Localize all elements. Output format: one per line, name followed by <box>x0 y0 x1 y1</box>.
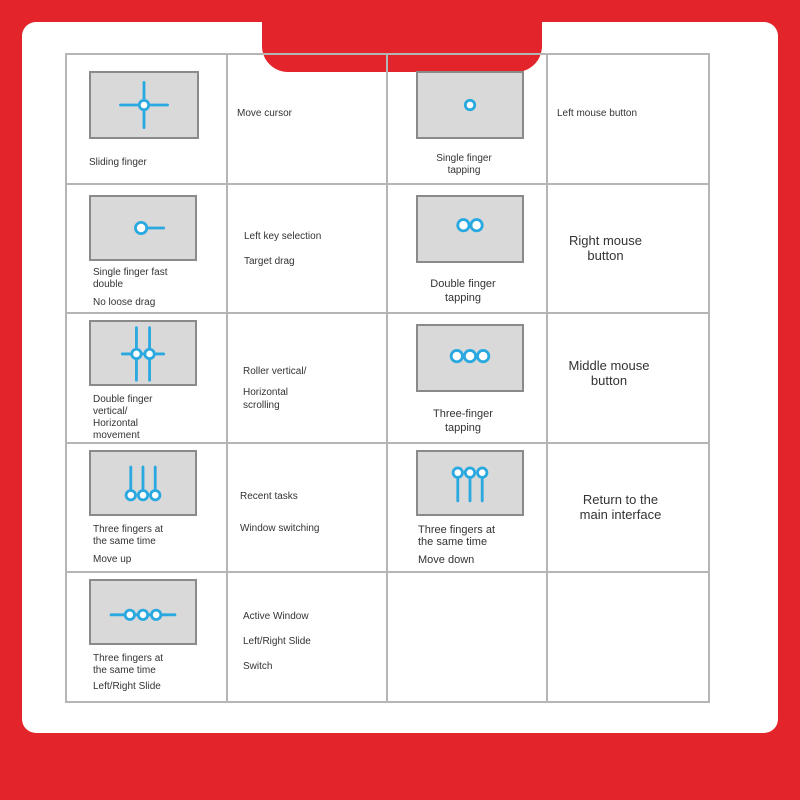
action-description <box>243 610 311 673</box>
action-description <box>557 107 637 120</box>
action-description <box>548 358 670 388</box>
caption-line: the same time <box>418 535 488 548</box>
desc-line: Horizontal <box>243 387 289 399</box>
caption-line: tapping <box>444 422 482 435</box>
two-dots-icon <box>418 197 522 261</box>
desc-line: Roller vertical/ <box>243 366 307 378</box>
desc-line: Left key selection <box>244 230 322 242</box>
caption-line: vertical/ <box>93 406 128 418</box>
caption-line: movement <box>93 430 140 442</box>
touchpad-box <box>89 71 199 139</box>
three-finger-up-icon <box>91 452 195 514</box>
table-row <box>66 54 709 184</box>
gesture-caption <box>93 653 163 693</box>
gesture-cell-three-slide <box>66 572 227 702</box>
caption-line: Double finger <box>430 277 496 290</box>
caption-line: Horizontal <box>93 418 139 430</box>
touchpad-box <box>416 195 524 263</box>
touchpad-box <box>89 195 197 261</box>
desc-line: Right mouse <box>569 232 642 248</box>
action-cell <box>547 54 709 184</box>
gesture-caption <box>93 394 152 442</box>
table-row <box>66 313 709 443</box>
table-row <box>66 443 709 573</box>
action-cell <box>227 313 387 443</box>
three-finger-down-icon <box>418 452 522 514</box>
action-description <box>240 490 319 535</box>
desc-line: button <box>587 247 624 263</box>
caption-line: Move down <box>418 553 475 566</box>
caption-line: Three-finger <box>433 408 493 421</box>
desc-line: button <box>590 373 628 389</box>
caption-line: tapping <box>444 291 482 304</box>
gesture-caption <box>93 267 168 309</box>
gesture-cell-two-finger-scroll <box>66 313 227 443</box>
gesture-caption <box>388 153 540 177</box>
desc-line: scrolling <box>243 400 280 412</box>
gesture-caption <box>388 407 538 435</box>
caption-line: double <box>93 278 124 290</box>
action-cell <box>227 572 387 702</box>
desc-line: Switch <box>243 661 273 673</box>
caption-line: Three fingers at <box>93 653 164 665</box>
desc-line: Move cursor <box>237 108 293 119</box>
gesture-cell-three-tap <box>387 313 547 443</box>
gesture-table <box>65 53 710 703</box>
action-description <box>244 230 321 268</box>
caption-line: Sliding finger <box>89 157 147 168</box>
action-cell <box>227 54 387 184</box>
touchpad-box <box>89 320 197 386</box>
two-finger-scroll-icon <box>91 322 195 384</box>
gesture-caption <box>93 524 163 566</box>
caption-line: No loose drag <box>93 296 156 308</box>
gesture-cell-three-down <box>387 443 547 573</box>
action-description <box>548 233 663 263</box>
action-cell <box>227 443 387 573</box>
action-description <box>237 107 292 120</box>
dot-drag-icon <box>91 197 195 259</box>
caption-line: Double finger <box>93 394 153 406</box>
caption-line: Single finger <box>436 153 492 164</box>
desc-line: Left mouse button <box>557 108 638 119</box>
caption-line: the same time <box>93 665 156 677</box>
caption-line: Single finger fast <box>93 266 168 278</box>
desc-line: Target drag <box>244 255 295 267</box>
caption-line: tapping <box>447 165 481 176</box>
action-cell <box>227 184 387 314</box>
three-dots-icon <box>418 326 522 390</box>
gesture-caption <box>89 157 147 169</box>
gesture-caption <box>388 277 538 305</box>
table-row <box>66 572 709 702</box>
action-description <box>548 492 693 522</box>
caption-line: the same time <box>93 535 156 547</box>
action-cell <box>547 443 709 573</box>
table-row <box>66 184 709 314</box>
touchpad-box <box>416 324 524 392</box>
empty-cell <box>387 572 547 702</box>
single-dot-icon <box>418 73 522 137</box>
desc-line: main interface <box>579 506 662 522</box>
desc-line: Active Window <box>243 611 309 623</box>
touchpad-box <box>89 579 197 645</box>
desc-line: Window switching <box>240 522 320 534</box>
gesture-caption <box>418 524 495 566</box>
gesture-cell-single-tap <box>387 54 547 184</box>
three-finger-slide-icon <box>91 581 195 643</box>
desc-line: Middle mouse <box>568 358 650 374</box>
gesture-cell-double-drag <box>66 184 227 314</box>
caption-line: Move up <box>93 553 132 565</box>
action-cell <box>547 313 709 443</box>
desc-line: Left/Right Slide <box>243 636 311 648</box>
action-cell <box>547 184 709 314</box>
caption-line: Three fingers at <box>418 523 496 536</box>
caption-line: Three fingers at <box>93 523 164 535</box>
gesture-cell-sliding <box>66 54 227 184</box>
touchpad-box <box>416 71 524 139</box>
desc-line: Recent tasks <box>240 490 298 502</box>
empty-cell <box>547 572 709 702</box>
caption-line: Left/Right Slide <box>93 681 161 693</box>
cross-arrows-icon <box>91 73 197 137</box>
gesture-cell-three-up <box>66 443 227 573</box>
touchpad-box <box>416 450 524 516</box>
action-description <box>243 365 306 412</box>
gesture-cell-double-tap <box>387 184 547 314</box>
touchpad-box <box>89 450 197 516</box>
desc-line: Return to the <box>582 491 659 507</box>
